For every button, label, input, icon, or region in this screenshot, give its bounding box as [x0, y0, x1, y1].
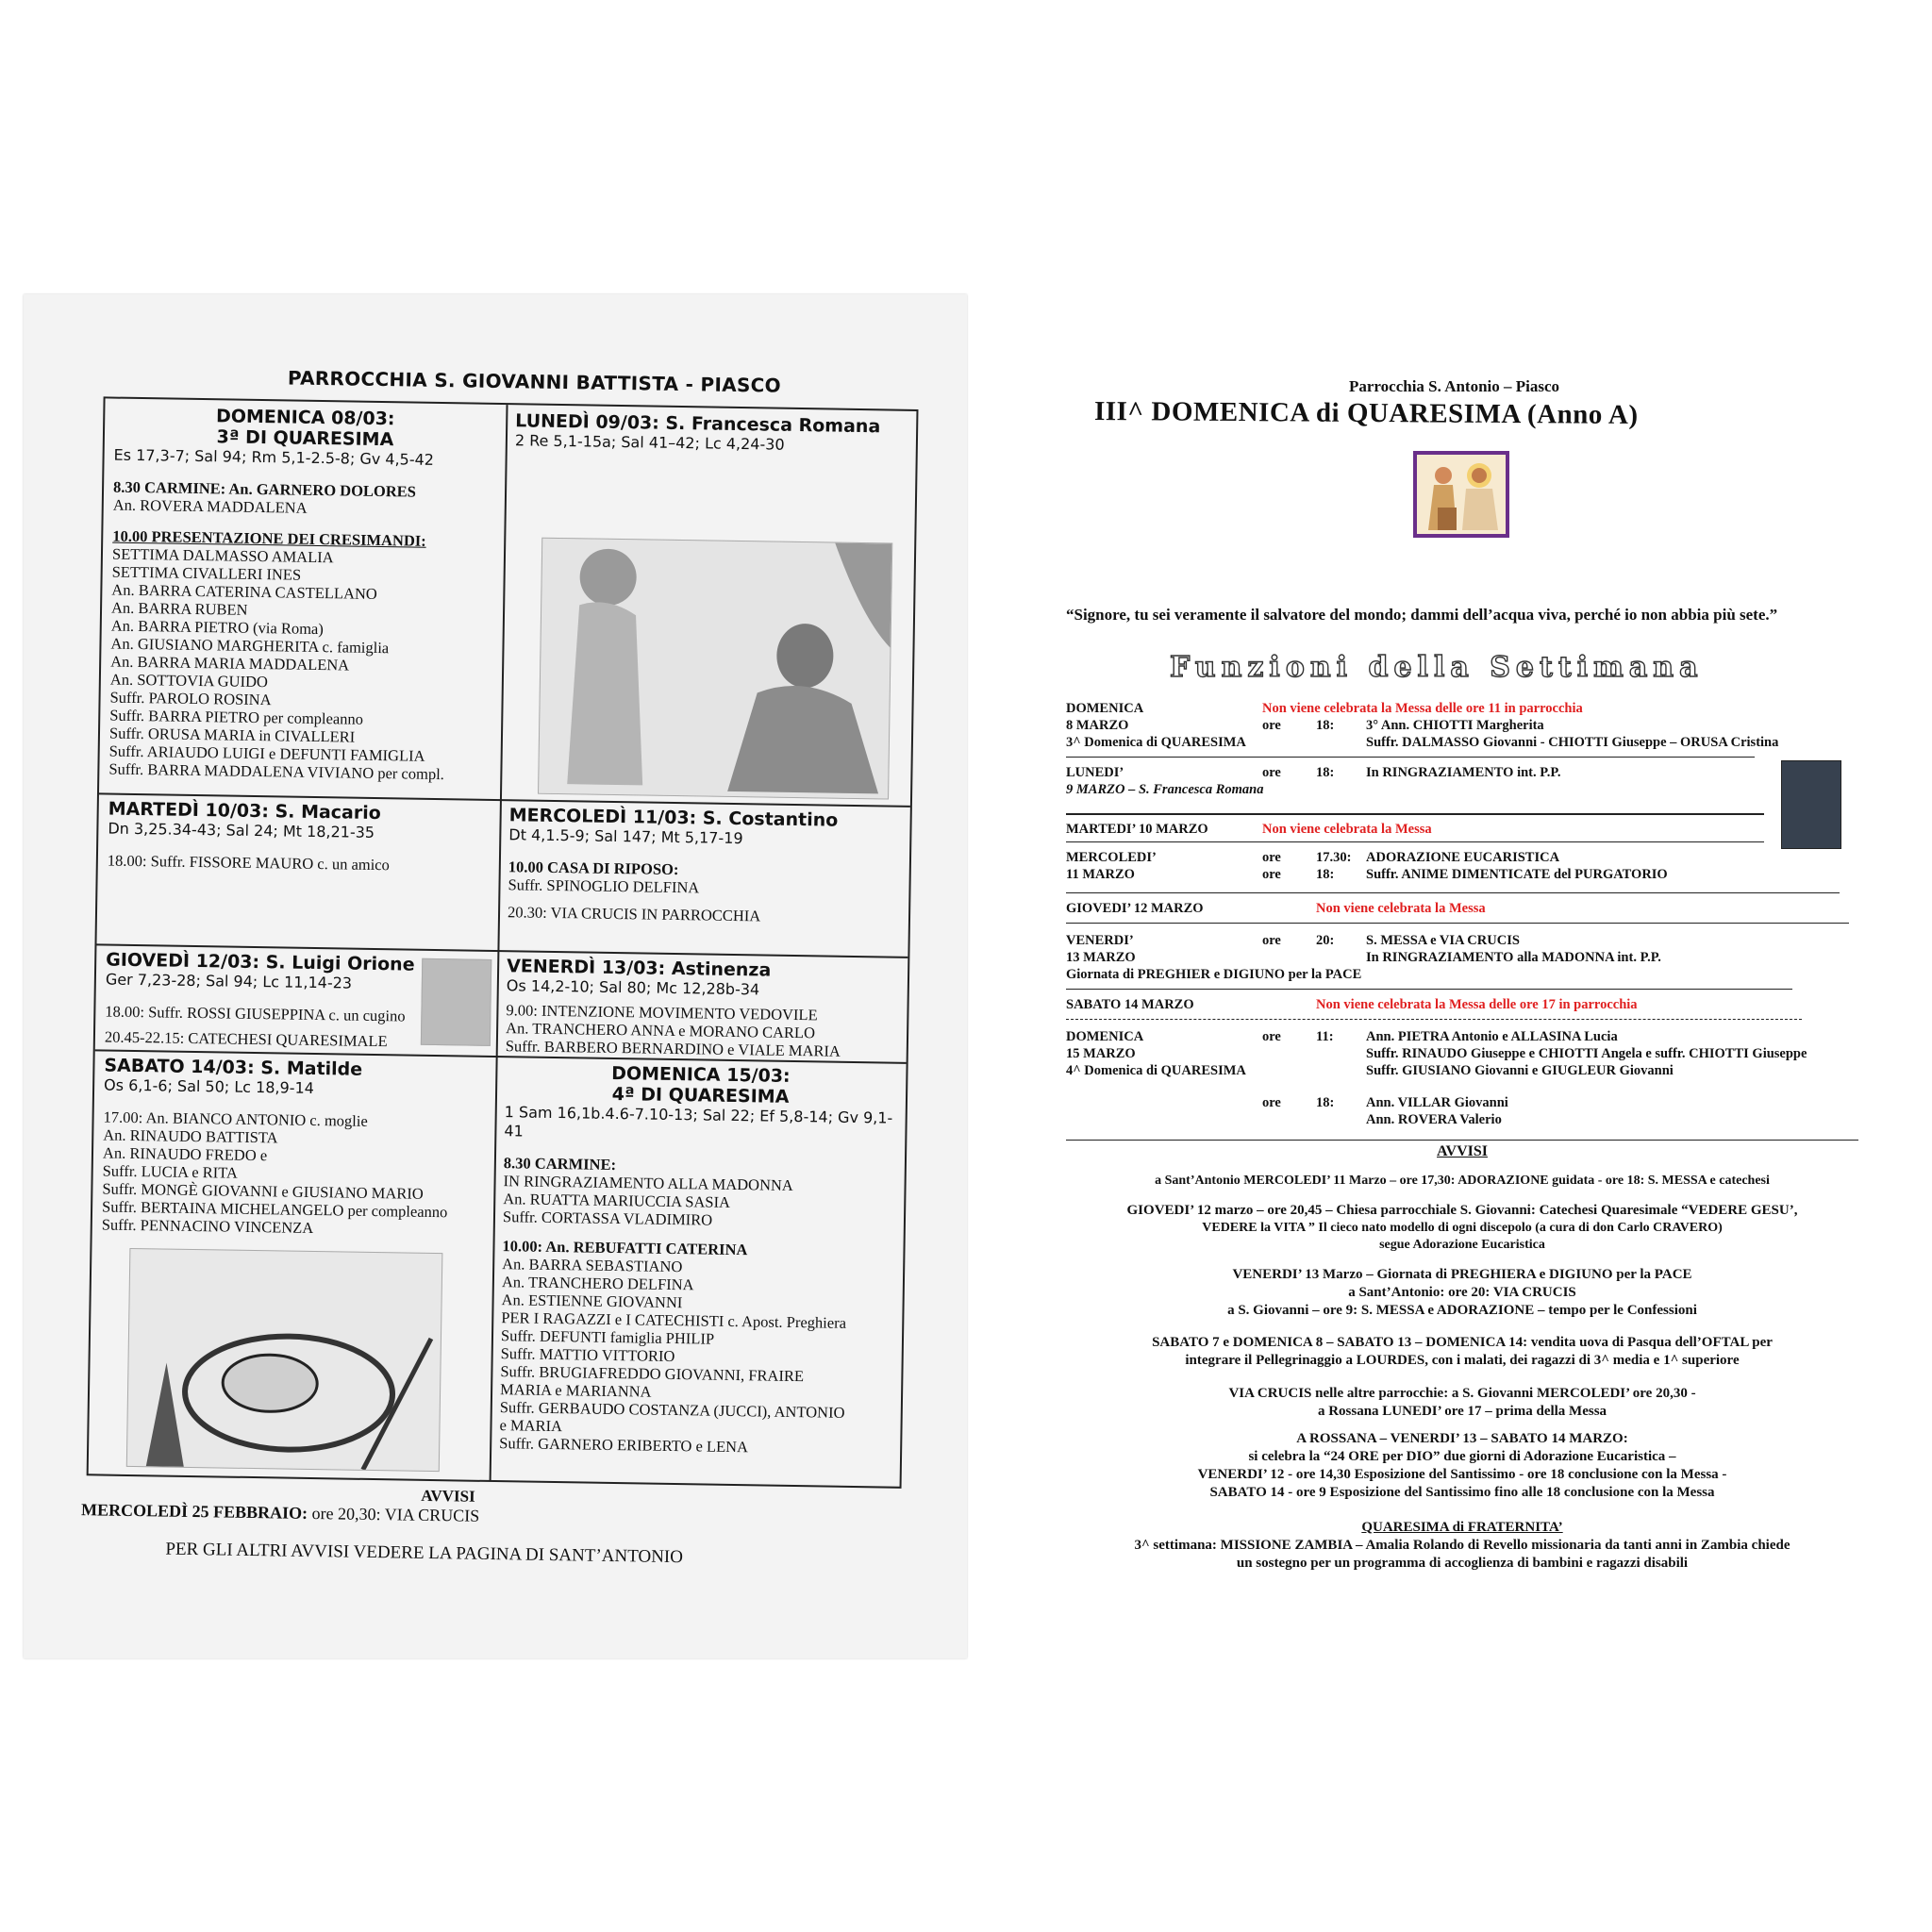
- right-page-title: III^ DOMENICA di QUARESIMA (Anno A): [1093, 395, 1639, 431]
- readings: Ger 7,23-28; Sal 94; Lc 11,14-23: [105, 970, 353, 992]
- avviso-line: VIA CRUCIS nelle altre parrocchie: a S. Giovanni MERCOLEDI’ ore 20,30 -: [1228, 1386, 1696, 1401]
- right-parish-name: Parrocchia S. Antonio – Piasco: [1349, 377, 1560, 395]
- mass-line: Suffr. ARIAUDO LUIGI e DEFUNTI FAMIGLIA: [108, 741, 425, 765]
- avvisi-section: [1066, 1143, 1858, 1540]
- schedule-intentions: 3° Ann. CHIOTTI Margherita Suffr. DALMASSO Giovanni - CHIOTTI Giuseppe – ORUSA Cristina: [1366, 718, 1779, 750]
- schedule-venerdi-13: VENERDI’ 13 MARZO Giornata di PREGHIER e DIGIUNO per la PACE: [1066, 933, 1362, 982]
- cell-domenica-08: [99, 398, 507, 799]
- day-title: LUNEDÌ 09/03: S. Francesca Romana: [515, 410, 881, 438]
- mass-line: 20.30: VIA CRUCIS IN PARROCCHIA: [507, 903, 761, 925]
- readings: 1 Sam 16,1b.4.6-7.10-13; Sal 22; Ef 5,8-14; Gv 9,1-41: [504, 1103, 893, 1141]
- schedule-intentions: Ann. VILLAR Giovanni Ann. ROVERA Valerio: [1366, 1095, 1508, 1127]
- mass-line: An. BARRA CATERINA CASTELLANO: [111, 580, 377, 603]
- cell-giovedi-12: [95, 943, 498, 1056]
- schedule-time: 18:: [1316, 1095, 1335, 1110]
- left-avvisi-heading: AVVISI: [421, 1486, 475, 1506]
- mass-line: Suffr. PENNACINO VINCENZA: [101, 1215, 314, 1238]
- mass-line: Suffr. LUCIA e RITA: [102, 1161, 239, 1182]
- mass-line: An. RINAUDO BATTISTA: [103, 1125, 278, 1147]
- separator: [1066, 813, 1764, 815]
- separator: [1066, 757, 1755, 758]
- section-title-funzioni: Funzioni della Settimana: [1170, 651, 1704, 684]
- readings: Os 6,1-6; Sal 50; Lc 18,9-14: [103, 1075, 315, 1097]
- avviso-line: VENERDI’ 12 - ore 14,30 Esposizione del Santissimo - ore 18 conclusione con la Messa -: [1197, 1467, 1727, 1482]
- avviso-line: VENERDI’ 13 Marzo – Giornata di PREGHIERA e DIGIUNO per la PACE: [1232, 1267, 1692, 1282]
- avviso-heading-fraternita: QUARESIMA di FRATERNITA’: [1361, 1520, 1563, 1535]
- readings: Os 14,2-10; Sal 80; Mc 12,28b-34: [506, 976, 760, 999]
- day-title: GIOVEDÌ 12/03: S. Luigi Orione: [106, 949, 415, 975]
- mass-line: 10.00 PRESENTAZIONE DEI CRESIMANDI:: [112, 526, 426, 550]
- schedule-ore: ore: [1262, 1029, 1281, 1044]
- mass-line: Suffr. MATTIO VITTORIO: [500, 1344, 675, 1366]
- schedule-giovedi-12: GIOVEDI’ 12 MARZO: [1066, 901, 1204, 916]
- mass-line: e MARIA: [499, 1416, 563, 1436]
- mass-line: Suffr. BRUGIAFREDDO GIOVANNI, FRAIRE: [500, 1362, 805, 1386]
- separator: [1066, 892, 1840, 893]
- mass-line: 10.00: An. REBUFATTI CATERINA: [502, 1237, 748, 1259]
- mass-line: Suffr. CORTASSA VLADIMIRO: [502, 1208, 713, 1229]
- schedule-time: 17.30: 18:: [1316, 850, 1352, 882]
- mass-line: Suffr. GERBAUDO COSTANZA (JUCCI), ANTONIO: [499, 1398, 845, 1422]
- avviso-line: GIOVEDI’ 12 marzo – ore 20,45 – Chiesa parrocchiale S. Giovanni: Catechesi Quaresimale “VEDERE GESU’,: [1126, 1203, 1798, 1218]
- schedule-intentions: ADORAZIONE EUCARISTICA Suffr. ANIME DIMENTICATE del PURGATORIO: [1366, 850, 1668, 882]
- mass-line: 8.30 CARMINE: An. GARNERO DOLORES: [112, 477, 417, 501]
- cell-venerdi-13: [496, 950, 908, 1062]
- left-scanned-page: [24, 294, 967, 1658]
- schedule-lunedi-9: LUNEDI’ 9 MARZO – S. Francesca Romana: [1066, 765, 1264, 797]
- schedule-ore: ore ore: [1262, 850, 1281, 882]
- schedule-note: Non viene celebrata la Messa: [1262, 822, 1432, 837]
- mass-line: An. ROVERA MADDALENA: [112, 495, 308, 517]
- schedule-time: 11:: [1316, 1029, 1334, 1044]
- mass-line: 8.30 CARMINE:: [503, 1154, 617, 1174]
- schedule-ore: ore: [1262, 1095, 1281, 1110]
- mass-line: Suffr. BARBERO BERNARDINO e VIALE MARIA: [505, 1037, 841, 1060]
- samaritan-woman-icon-image: [1413, 451, 1509, 538]
- schedule-intentions: In RINGRAZIAMENTO int. P.P.: [1366, 765, 1561, 780]
- mass-line: PER I RAGAZZI e I CATECHISTI c. Apost. Preghiera: [501, 1308, 847, 1332]
- avviso-line: integrare il Pellegrinaggio a LOURDES, con i malati, dei ragazzi di 3^ media e 1^ superiore: [1185, 1353, 1740, 1368]
- schedule-time: 20:: [1316, 933, 1335, 948]
- mass-line: 18.00: Suffr. FISSORE MAURO c. un amico: [107, 851, 390, 874]
- left-page-content: [13, 287, 978, 1666]
- day-title: DOMENICA 08/03:: [215, 406, 395, 430]
- avviso-line: segue Adorazione Eucaristica: [1379, 1238, 1545, 1252]
- mass-line: 10.00 CASA DI RIPOSO:: [508, 858, 679, 879]
- mass-line: SETTIMA DALMASSO AMALIA: [111, 544, 334, 567]
- mass-line: Suffr. DEFUNTI famiglia PHILIP: [500, 1326, 715, 1348]
- weekly-schedule-grid: [87, 396, 919, 1488]
- schedule-intentions: Ann. PIETRA Antonio e ALLASINA Lucia Suffr. RINAUDO Giuseppe e CHIOTTI Angela e suffr. CHIOTTI Giuseppe Suffr. GIUSIANO Giovanni e GIUGLEUR Giovanni: [1366, 1029, 1807, 1078]
- mass-line: An. BARRA RUBEN: [110, 598, 248, 619]
- mass-line: An. GIUSIANO MARGHERITA c. famiglia: [110, 634, 390, 658]
- avviso-line: a Sant’Antonio: ore 20: VIA CRUCIS: [1348, 1285, 1576, 1300]
- cell-martedi-10: [96, 792, 499, 950]
- schedule-domenica-8: DOMENICA 8 MARZO 3^ Domenica di QUARESIMA: [1066, 701, 1246, 750]
- saint-francesca-romana-image: [1781, 760, 1841, 849]
- mass-line: Suffr. MONGÈ GIOVANNI e GIUSIANO MARIO: [102, 1179, 424, 1203]
- avviso-line: si celebra la “24 ORE per DIO” due giorni di Adorazione Eucaristica –: [1248, 1449, 1676, 1464]
- day-title: DOMENICA 15/03:: [610, 1062, 791, 1087]
- mass-line: An. BARRA MARIA MADDALENA: [110, 652, 350, 675]
- schedule-note: Non viene celebrata la Messa delle ore 17 in parrocchia: [1316, 997, 1638, 1012]
- schedule-ore: ore: [1262, 933, 1281, 948]
- day-title: MERCOLEDÌ 11/03: S. Costantino: [508, 805, 839, 831]
- mass-line: Suffr. GARNERO ERIBERTO e LENA: [499, 1434, 749, 1457]
- separator: [1066, 841, 1764, 842]
- bleed-through-text: [118, 308, 130, 351]
- separator: [1066, 989, 1792, 990]
- avviso-line: VEDERE la VITA ” Il cieco nato modello di ogni discepolo (a cura di don Carlo CRAVERO): [1202, 1221, 1723, 1235]
- mass-line: An. BARRA PIETRO (via Roma): [110, 616, 324, 639]
- cell-domenica-15: [490, 1056, 907, 1487]
- schedule-time: 18:: [1316, 765, 1335, 780]
- mass-line: 20.45-22.15: CATECHESI QUARESIMALE: [104, 1027, 388, 1051]
- sketch-illustration: [126, 1248, 443, 1472]
- avviso-line: 3^ settimana: MISSIONE ZAMBIA – Amalia Rolando di Revello missionaria da tanti anni in Zambia chiede: [1134, 1538, 1790, 1553]
- mass-line: Suffr. PAROLO ROSINA: [109, 688, 272, 709]
- mass-line: 18.00: Suffr. ROSSI GIUSEPPINA c. un cugino: [105, 1002, 406, 1025]
- mass-line: Suffr. BARRA MADDALENA VIVIANO per compl.: [108, 759, 445, 784]
- avviso-line: a Sant’Antonio MERCOLEDI’ 11 Marzo – ore 17,30: ADORAZIONE guidata - ore 18: S. MESSA e catechesi: [1155, 1174, 1770, 1188]
- cell-sabato-14: [89, 1049, 496, 1480]
- avviso-line: a S. Giovanni – ore 9: S. MESSA e ADORAZIONE – tempo per le Confessioni: [1227, 1303, 1697, 1318]
- cell-mercoledi-11: [497, 799, 909, 957]
- schedule-sabato-14: SABATO 14 MARZO: [1066, 997, 1194, 1012]
- schedule-note: Non viene celebrata la Messa: [1316, 901, 1486, 916]
- avvisi-heading: AVVISI: [1437, 1143, 1488, 1159]
- schedule-domenica-15: DOMENICA 15 MARZO 4^ Domenica di QUARESIMA: [1066, 1029, 1246, 1078]
- left-parish-title: PARROCCHIA S. GIOVANNI BATTISTA - PIASCO: [287, 366, 782, 397]
- mass-line: Suffr. BARRA PIETRO per compleanno: [109, 706, 364, 728]
- mass-line: An. ESTIENNE GIOVANNI: [501, 1291, 683, 1312]
- day-subtitle: 3ª DI QUARESIMA: [216, 426, 394, 451]
- mass-line: 9.00: INTENZIONE MOVIMENTO VEDOVILE: [506, 1001, 818, 1024]
- schedule-time: 18:: [1316, 718, 1335, 733]
- left-avvisi-note: PER GLI ALTRI AVVISI VEDERE LA PAGINA DI SANT’ANTONIO: [165, 1539, 684, 1568]
- schedule-ore: ore: [1262, 765, 1281, 780]
- avviso-line: a Rossana LUNEDI’ ore 17 – prima della Messa: [1317, 1404, 1607, 1419]
- readings: Es 17,3-7; Sal 94; Rm 5,1-2.5-8; Gv 4,5-42: [113, 445, 435, 469]
- separator: [1066, 1019, 1802, 1020]
- readings: Dn 3,25.34-43; Sal 24; Mt 18,21-35: [108, 819, 375, 841]
- saint-portrait-photo: [421, 958, 491, 1046]
- mass-line: Suffr. SPINOGLIO DELFINA: [508, 875, 700, 897]
- readings: Dt 4,1.5-9; Sal 147; Mt 5,17-19: [508, 825, 743, 848]
- separator: [1066, 923, 1849, 924]
- mass-line: SETTIMA CIVALLERI INES: [111, 562, 302, 584]
- mass-line: Suffr. ORUSA MARIA in CIVALLERI: [108, 724, 356, 746]
- mass-line: An. SOTTOVIA GUIDO: [109, 670, 269, 691]
- avviso-line: A ROSSANA – VENERDI’ 13 – SABATO 14 MARZO:: [1296, 1431, 1628, 1446]
- mass-line: MARIA e MARIANNA: [499, 1380, 652, 1401]
- schedule-martedi-10: MARTEDI’ 10 MARZO: [1066, 822, 1208, 837]
- schedule-ore: ore: [1262, 718, 1281, 733]
- mass-line: An. TRANCHERO ANNA e MORANO CARLO: [505, 1019, 816, 1042]
- mass-line: 17.00: An. BIANCO ANTONIO c. moglie: [103, 1108, 368, 1130]
- mass-line: An. RUATTA MARIUCCIA SASIA: [503, 1190, 731, 1211]
- separator: [1066, 1140, 1858, 1141]
- mass-line: IN RINGRAZIAMENTO ALLA MADONNA: [503, 1172, 793, 1194]
- gospel-quote: “Signore, tu sei veramente il salvatore del mondo; dammi dell’acqua viva, perché io non abbia più sete.”: [1066, 606, 1778, 624]
- cell-lunedi-09: [500, 405, 917, 806]
- avviso-line: SABATO 14 - ore 9 Esposizione del Santissimo fino alle 18 conclusione con la Messa: [1209, 1485, 1715, 1500]
- schedule-mercoledi-11: MERCOLEDI’ 11 MARZO: [1066, 850, 1157, 882]
- mass-line: Suffr. BERTAINA MICHELANGELO per compleanno: [101, 1197, 448, 1222]
- readings: 2 Re 5,1-15a; Sal 41–42; Lc 4,24-30: [514, 431, 785, 454]
- mass-line: An. RINAUDO FREDO e: [102, 1143, 268, 1165]
- mass-line: An. TRANCHERO DELFINA: [501, 1273, 694, 1294]
- schedule-note: Non viene celebrata la Messa delle ore 11 in parrocchia: [1262, 701, 1583, 716]
- jesus-samaritan-illustration: [538, 538, 892, 800]
- avviso-line: un sostegno per un programma di accoglienza di bambini e ragazzi disabili: [1236, 1556, 1689, 1571]
- day-title: VENERDÌ 13/03: Astinenza: [506, 956, 772, 981]
- left-avvisi-line: MERCOLEDÌ 25 FEBBRAIO: ore 20,30: VIA CRUCIS: [80, 1500, 480, 1525]
- day-title: SABATO 14/03: S. Matilde: [104, 1055, 363, 1080]
- day-subtitle: 4ª DI QUARESIMA: [611, 1083, 790, 1108]
- avviso-line: SABATO 7 e DOMENICA 8 – SABATO 13 – DOMENICA 14: vendita uova di Pasqua dell’OFTAL per: [1152, 1335, 1773, 1350]
- mass-line: An. BARRA SEBASTIANO: [502, 1255, 683, 1276]
- schedule-intentions: S. MESSA e VIA CRUCIS In RINGRAZIAMENTO alla MADONNA int. P.P.: [1366, 933, 1661, 965]
- day-title: MARTEDÌ 10/03: S. Macario: [108, 798, 381, 824]
